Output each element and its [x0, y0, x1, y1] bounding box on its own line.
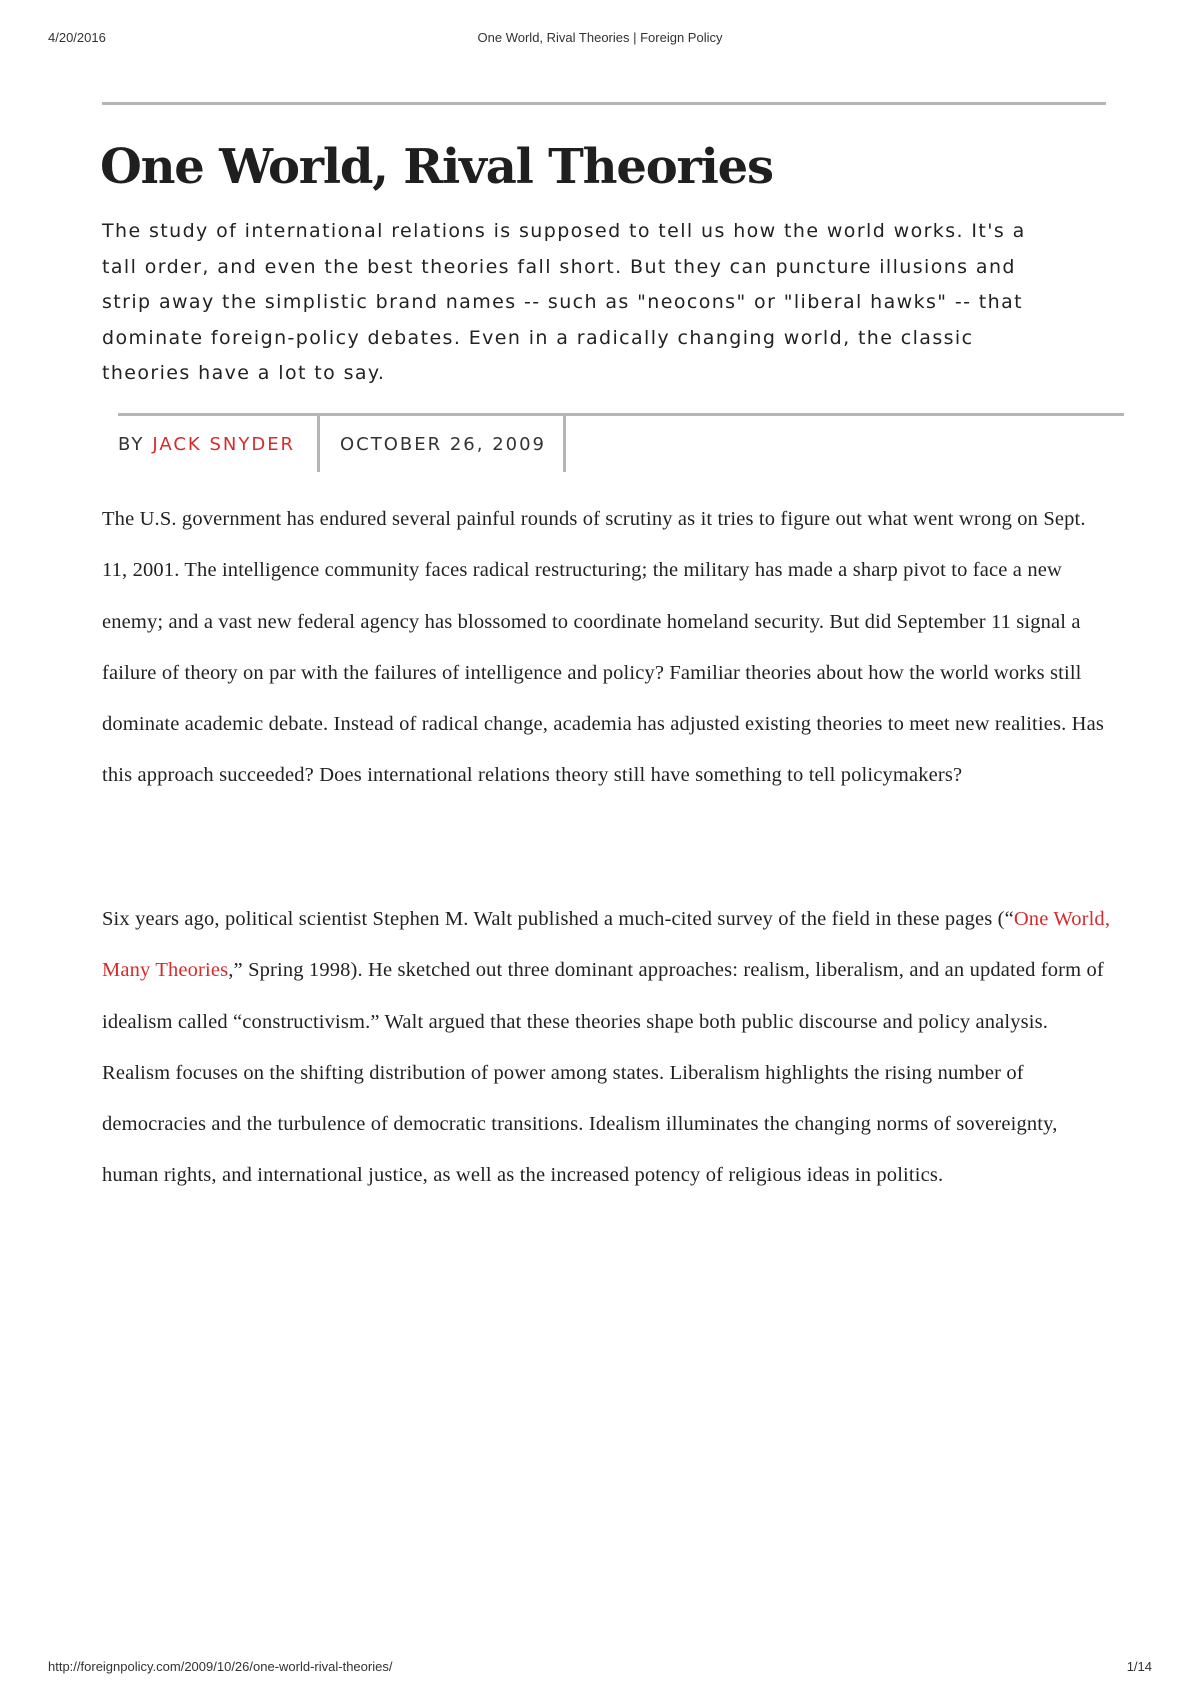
print-date: 4/20/2016 — [48, 30, 106, 45]
one-world-many-theories-link[interactable]: One World, Many Theories — [102, 908, 1111, 982]
top-divider — [102, 102, 1106, 105]
paragraph-2-text-after-link: ,” Spring 1998). He sketched out three dominant approaches: realism, liberalism, and an updated form of idealism called “constructivism.” Walt argued that these theories shape both public discourse and policy analysis. Realism focuses on the shifting distribution of power among states. Liberalism highlights the rising number of democracies and the turbulence of democratic transitions. Idealism illuminates the changing norms of sovereignty, human rights, and international justice, as well as the increased potency of religious ideas in politics. — [102, 959, 1104, 1187]
paragraph-2-text-before-link: Six years ago, political scientist Stephen M. Walt published a much-cited survey of the field in these pages (“ — [102, 908, 1014, 930]
print-footer — [48, 1659, 1152, 1679]
byline-date-cell — [320, 416, 566, 472]
print-url: http://foreignpolicy.com/2009/10/26/one-world-rival-theories/ — [48, 1659, 393, 1674]
article-headline: One World, Rival Theories — [100, 139, 773, 195]
article-dek: The study of international relations is supposed to tell us how the world works. It's a tall order, and even the best theories fall short. But they can puncture illusions and strip away the simplistic brand names -- such as "neocons" or "liberal hawks" -- that dominate foreign-policy debates. Even in a radically changing world, the classic theories have a lot to say. — [102, 220, 1026, 384]
body-paragraph-2 — [102, 894, 1112, 1202]
print-header — [48, 30, 1152, 50]
byline-author-cell — [118, 416, 320, 472]
page-number: 1/14 — [1126, 1659, 1152, 1674]
byline — [118, 416, 566, 472]
author-link[interactable]: JACK SNYDER — [152, 433, 296, 455]
print-doc-title: One World, Rival Theories | Foreign Policy — [477, 30, 723, 45]
publish-date: OCTOBER 26, 2009 — [340, 433, 547, 455]
byline-by-label: BY — [118, 433, 145, 455]
body-paragraph-1: The U.S. government has endured several painful rounds of scrutiny as it tries to figure out what went wrong on Sept. 11, 2001. The intelligence community faces radical restructuring; the military has made a sharp pivot to face a new enemy; and a vast new federal agency has blossomed to coordinate homeland security. But did September 11 signal a failure of theory on par with the failures of intelligence and policy? Familiar theories about how the world works still dominate academic debate. Instead of radical change, academia has adjusted existing theories to meet new realities. Has this approach succeeded? Does international relations theory still have something to tell policymakers? — [102, 508, 1105, 787]
